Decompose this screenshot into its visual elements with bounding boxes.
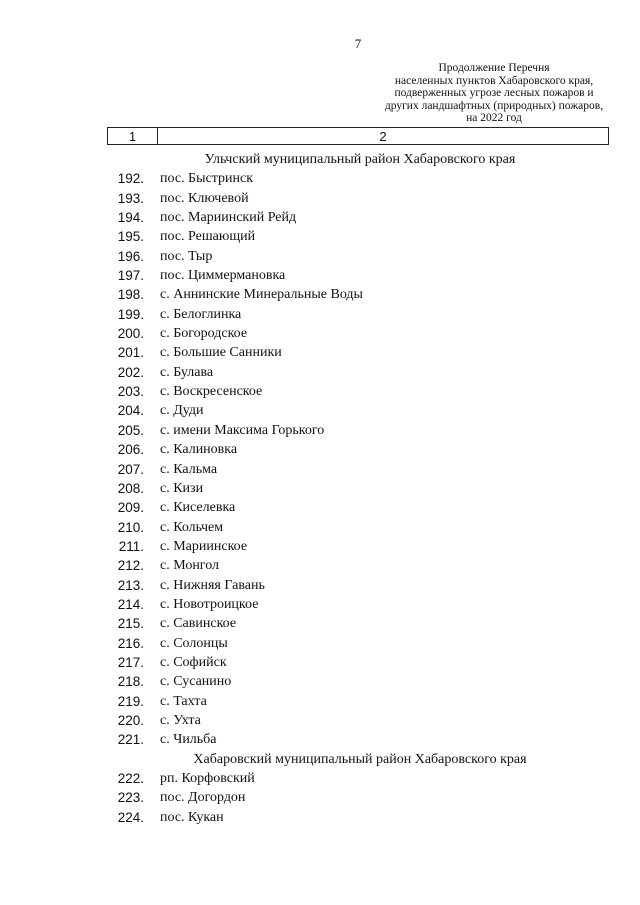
settlement-list: [0, 150, 640, 827]
item-name: с. Калиновка: [160, 442, 238, 458]
item-number: 193.: [117, 190, 144, 206]
list-item: [0, 769, 640, 788]
item-number: 206.: [117, 442, 144, 458]
item-name: с. Белоглинка: [160, 306, 242, 322]
item-number: 214.: [117, 596, 144, 612]
list-item: [0, 169, 640, 188]
list-item: [0, 711, 640, 730]
item-number: 213.: [117, 577, 144, 593]
item-name: с. Чильба: [160, 732, 217, 748]
item-name: пос. Тыр: [160, 248, 213, 264]
list-item: [0, 672, 640, 691]
item-number: 222.: [117, 771, 144, 786]
page-number: 7: [354, 36, 362, 51]
item-number: 203.: [117, 384, 144, 400]
item-number: 223.: [117, 790, 144, 806]
list-item: [0, 730, 640, 749]
item-name: с. Софийск: [160, 654, 227, 670]
item-number: 197.: [117, 268, 144, 284]
item-name: с. имени Максима Горького: [160, 422, 325, 438]
continuation-line: населенных пунктов Хабаровского края,: [394, 74, 594, 87]
item-number: 216.: [117, 635, 144, 651]
item-name: с. Аннинские Минеральные Воды: [160, 287, 363, 303]
table-header-col1: 1: [108, 128, 158, 144]
item-name: с. Ухта: [160, 712, 201, 728]
item-number: 215.: [117, 616, 144, 632]
list-item: [0, 305, 640, 324]
item-number: 218.: [117, 674, 144, 690]
item-name: пос. Кукан: [160, 809, 224, 825]
item-number: 207.: [117, 461, 144, 477]
item-number: 211.: [118, 538, 144, 554]
list-item: [0, 653, 640, 672]
item-number: 202.: [117, 364, 144, 380]
continuation-line: подверженных угрозе лесных пожаров и: [394, 87, 594, 99]
list-item: [0, 479, 640, 498]
list-item: [0, 208, 640, 227]
item-name: пос. Решающий: [160, 229, 256, 245]
list-item: [0, 634, 640, 653]
list-item: [0, 266, 640, 285]
item-name: пос. Ключевой: [160, 190, 249, 206]
item-name: с. Богородское: [160, 326, 248, 342]
list-item: [0, 518, 640, 537]
item-number: 209.: [117, 500, 144, 516]
item-number: 208.: [117, 480, 144, 496]
item-number: 201.: [117, 345, 144, 361]
list-item: [0, 460, 640, 479]
item-name: с. Кальма: [160, 461, 218, 477]
item-number: 224.: [117, 809, 144, 825]
list-item: [0, 421, 640, 440]
list-item: [0, 808, 640, 827]
continuation-heading: [370, 62, 618, 125]
item-name: рп. Корфовский: [160, 771, 255, 786]
item-number: 217.: [117, 654, 144, 670]
item-name: с. Мариинское: [160, 538, 248, 554]
section-title: Ульчский муниципальный район Хабаровского края: [204, 152, 516, 167]
list-item: [0, 401, 640, 420]
list-item: [0, 788, 640, 807]
item-name: с. Сусанино: [160, 674, 232, 690]
item-name: с. Кизи: [160, 480, 204, 496]
item-number: 199.: [117, 306, 144, 322]
item-number: 200.: [117, 326, 144, 342]
list-item: [0, 556, 640, 575]
item-name: с. Монгол: [160, 558, 220, 574]
list-item: [0, 285, 640, 304]
item-name: пос. Циммермановка: [160, 268, 286, 284]
list-item: [0, 227, 640, 246]
list-item: [0, 537, 640, 556]
item-number: 192.: [117, 171, 144, 187]
item-number: 220.: [117, 712, 144, 728]
list-item: [0, 576, 640, 595]
item-name: с. Савинское: [160, 616, 237, 632]
table-header: [107, 127, 609, 145]
section-title: Хабаровский муниципальный район Хабаровского края: [193, 751, 527, 767]
item-number: 195.: [117, 229, 144, 245]
item-name: с. Новотроицкое: [160, 596, 259, 612]
continuation-line: Продолжение Перечня: [438, 62, 550, 74]
item-name: с. Дуди: [160, 403, 204, 419]
list-item: [0, 343, 640, 362]
item-number: 212.: [117, 558, 144, 574]
item-name: с. Нижняя Гавань: [160, 577, 265, 593]
item-name: с. Тахта: [160, 693, 207, 709]
list-item: [0, 595, 640, 614]
list-item: [0, 614, 640, 633]
list-item: [0, 189, 640, 208]
list-item: [0, 382, 640, 401]
item-number: 210.: [117, 519, 144, 535]
list-item: [0, 363, 640, 382]
list-item: [0, 324, 640, 343]
list-item: [0, 440, 640, 459]
item-name: с. Большие Санники: [160, 345, 282, 361]
item-name: с. Солонцы: [160, 635, 228, 651]
item-name: с. Киселевка: [160, 500, 236, 516]
list-item: [0, 247, 640, 266]
item-number: 204.: [117, 403, 144, 419]
item-name: пос. Быстринск: [160, 171, 254, 187]
list-item: [0, 498, 640, 517]
item-number: 219.: [117, 693, 144, 709]
list-item: [0, 692, 640, 711]
table-header-col2: 2: [379, 128, 387, 144]
item-name: пос. Мариинский Рейд: [160, 210, 297, 226]
item-number: 198.: [117, 287, 144, 303]
item-name: с. Булава: [160, 364, 214, 380]
item-number: 221.: [117, 732, 144, 748]
continuation-line: на 2022 год: [466, 112, 522, 124]
item-name: с. Воскресенское: [160, 384, 263, 400]
item-name: пос. Догордон: [160, 790, 246, 806]
continuation-line: других ландшафтных (природных) пожаров,: [384, 99, 604, 112]
item-number: 194.: [117, 210, 144, 226]
item-number: 205.: [117, 422, 144, 438]
item-number: 196.: [117, 248, 144, 264]
item-name: с. Кольчем: [160, 519, 224, 535]
